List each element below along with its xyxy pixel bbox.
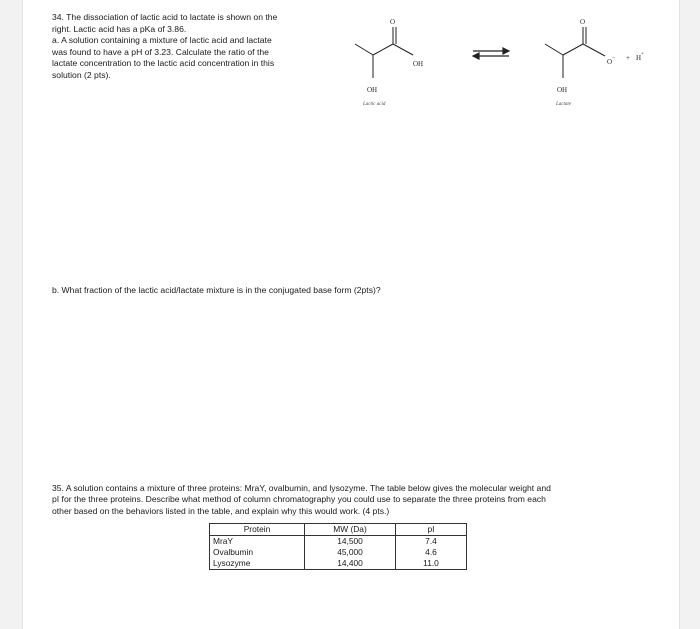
question-34b-text: b. What fraction of the lactic acid/lactate mixture is in the conjugated base form (2pts)?	[52, 285, 381, 295]
proton-label: H	[636, 54, 642, 62]
cell-pi: 11.0	[396, 558, 467, 570]
lactate-structure	[545, 27, 605, 78]
q35-line: other based on the behaviors listed in the table, and explain why this would work. (4 pts.)	[52, 505, 390, 516]
header-mw: MW (Da)	[305, 524, 396, 536]
q34-line: solution (2 pts).	[52, 69, 111, 80]
worksheet-page	[22, 0, 680, 629]
cell-protein: Ovalbumin	[210, 547, 305, 558]
carboxyl-oh-label: OH	[413, 60, 424, 68]
lactic-acid-dissociation-diagram	[343, 8, 700, 128]
q34-line: 34. The dissociation of lactic acid to lactate is shown on the	[52, 12, 278, 22]
protein-properties-table	[209, 523, 467, 570]
equilibrium-arrows-icon	[473, 48, 509, 59]
cell-mw: 14,400	[305, 558, 396, 570]
table-row	[210, 558, 467, 570]
table-header-row	[210, 524, 467, 536]
plus-sign: +	[626, 54, 630, 62]
cell-pi: 4.6	[396, 547, 467, 558]
cell-protein: MraY	[210, 536, 305, 548]
lactic-acid-structure	[355, 27, 413, 78]
lactate-carbonyl-oxygen-label: O	[580, 18, 586, 26]
carboxylate-oxygen-label: O	[607, 58, 613, 66]
carbonyl-oxygen-label: O	[390, 18, 396, 26]
question-35-text	[52, 483, 672, 517]
q34-line: right. Lactic acid has a pKa of 3.86.	[52, 23, 187, 34]
cell-mw: 14,500	[305, 536, 396, 548]
q34-line: a. A solution containing a mixture of lactic acid and lactate	[52, 35, 272, 46]
question-34-text	[52, 12, 327, 82]
lactate-caption: Lactate	[556, 102, 571, 107]
cell-mw: 45,000	[305, 547, 396, 558]
header-protein: Protein	[210, 524, 305, 536]
lactic-acid-caption: Lactic acid	[363, 102, 386, 107]
q35-line: 35. A solution contains a mixture of three proteins: MraY, ovalbumin, and lysozyme. The table below gives the molecular weight and	[52, 483, 551, 493]
table-row	[210, 547, 467, 558]
cell-protein: Lysozyme	[210, 558, 305, 570]
q35-line: pI for the three proteins. Describe what method of column chromatography you could use to separate the three proteins from each	[52, 494, 546, 505]
negative-charge-label: −	[612, 55, 616, 61]
q34-line: was found to have a pH of 3.23. Calculate the ratio of the	[52, 46, 269, 57]
lactate-hydroxyl-label: OH	[557, 86, 568, 94]
q34-line: lactate concentration to the lactic acid concentration in this	[52, 58, 275, 69]
hydroxyl-oh-label: OH	[367, 86, 378, 94]
cell-pi: 7.4	[396, 536, 467, 548]
proton-charge: +	[641, 52, 644, 57]
header-pi: pI	[396, 524, 467, 536]
table-row	[210, 536, 467, 548]
